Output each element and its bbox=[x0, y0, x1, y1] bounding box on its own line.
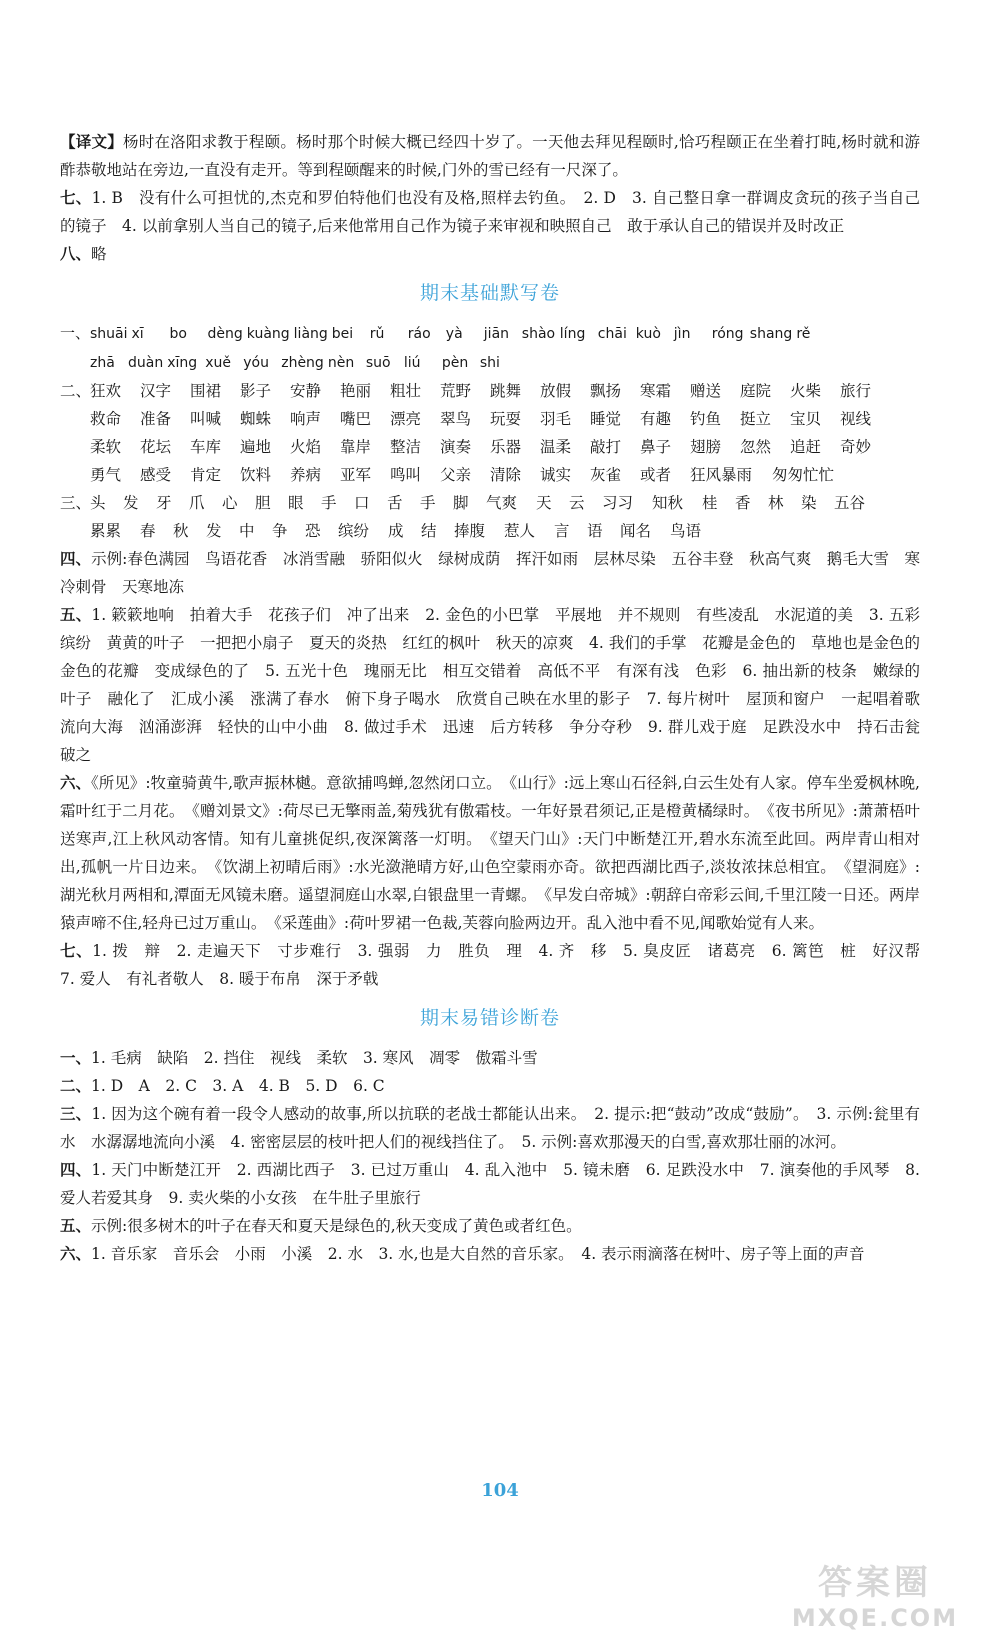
word-item: 围裙 bbox=[190, 382, 222, 400]
char-item: 春 bbox=[140, 522, 156, 540]
char-item: 知秋 bbox=[652, 494, 684, 512]
word-item: 挺立 bbox=[740, 410, 772, 428]
word-item: 火柴 bbox=[790, 382, 822, 400]
answer-paragraph: 四、1. 天门中断楚江开 2. 西湖比西子 3. 已过万重山 4. 乱入池中 5. 镜未磨 6. 足跌没水中 7. 演奏他的手风琴 8. 爱人若爱其身 9. 卖火柴的小女孩 在牛肚子里旅行 bbox=[60, 1160, 920, 1207]
top-block bbox=[60, 128, 920, 268]
char-item: 累累 bbox=[90, 522, 122, 540]
word-item: 赠送 bbox=[690, 382, 722, 400]
char-item: 脚 bbox=[453, 494, 469, 512]
char-item: 胆 bbox=[255, 494, 271, 512]
pinyin-item: shào bbox=[521, 326, 556, 342]
pinyin-item: suō bbox=[365, 355, 391, 371]
word-item: 漂亮 bbox=[390, 410, 422, 428]
word-item: 车库 bbox=[190, 438, 222, 456]
word-item: 乐器 bbox=[490, 438, 522, 456]
page-number: 104 bbox=[481, 1480, 519, 1501]
word-item: 艳丽 bbox=[340, 382, 372, 400]
pinyin-item: shi bbox=[479, 355, 500, 371]
word-item: 灰雀 bbox=[590, 466, 622, 484]
answer-paragraph: 一、1. 毛病 缺陷 2. 挡住 视线 柔软 3. 寒风 凋零 傲霜斗雪 bbox=[60, 1048, 538, 1067]
word-item: 火焰 bbox=[290, 438, 322, 456]
word-item: 翅膀 bbox=[690, 438, 722, 456]
pinyin-item: shuāi bbox=[90, 326, 128, 342]
word-item: 有趣 bbox=[640, 410, 672, 428]
word-item: 亚军 bbox=[340, 466, 372, 484]
pinyin-item: xuě bbox=[205, 355, 231, 371]
char-item: 染 bbox=[801, 494, 817, 512]
answer-paragraph: 八、略 bbox=[60, 244, 107, 263]
char-item: 桂 bbox=[702, 494, 718, 512]
word-item: 整洁 bbox=[390, 438, 422, 456]
pinyin-item: rě bbox=[796, 326, 811, 342]
word-item: 勇气 bbox=[90, 466, 122, 484]
word-item: 睡觉 bbox=[590, 410, 622, 428]
pinyin-item: pèn bbox=[441, 355, 469, 371]
char-item: 语 bbox=[587, 522, 603, 540]
char-item: 五谷 bbox=[834, 494, 866, 512]
word-item: 飘扬 bbox=[590, 382, 622, 400]
word-item: 鸣叫 bbox=[390, 466, 422, 484]
pinyin-item: nèn bbox=[327, 355, 355, 371]
pinyin-item: líng bbox=[559, 326, 586, 342]
word-item: 汉字 bbox=[140, 382, 172, 400]
pinyin-item: rǔ bbox=[369, 326, 385, 342]
word-item: 匆匆忙忙 bbox=[772, 466, 835, 484]
char-item: 鸟语 bbox=[670, 522, 702, 540]
char-item: 习习 bbox=[602, 494, 634, 512]
word-item: 叫喊 bbox=[190, 410, 222, 428]
word-answers: 二、 狂欢 汉字 围裙 影子 安静 艳丽 粗壮 荒野 跳舞 放假 飘扬 寒霜 赠送 庭院 火柴 旅行救命 准备 叫喊 蜘蛛 响声 嘴巴 漂亮 翠鸟 玩耍 羽毛 睡觉 有趣 钓鱼 挺立 宝贝 视线柔软 花坛 车库 遍地 火焰 靠岸 整洁 演奏 乐器 温柔 敲打 鼻子 翅膀 忽然 追赶 奇妙勇气 感受 肯定 饮料 养病 亚军 鸣叫 父亲 清除 诚实 灰雀 或者 狂风暴雨 匆匆忙忙 bbox=[60, 377, 920, 489]
word-item: 柔软 bbox=[90, 438, 122, 456]
word-item: 肯定 bbox=[190, 466, 222, 484]
char-item: 气爽 bbox=[486, 494, 518, 512]
answer-paragraph: 七、1. 拨 辩 2. 走遍天下 寸步难行 3. 强弱 力 胜负 理 4. 齐 移 5. 臭皮匠 诸葛亮 6. 篱笆 桩 好汉帮 7. 爱人 有礼者敬人 8. 暖于布帛 深于矛戟 bbox=[60, 941, 936, 988]
char-item: 中 bbox=[239, 522, 255, 540]
word-item: 花坛 bbox=[140, 438, 172, 456]
word-item: 视线 bbox=[840, 410, 872, 428]
char-item: 口 bbox=[354, 494, 370, 512]
word-item: 靠岸 bbox=[340, 438, 372, 456]
word-item: 庭院 bbox=[740, 382, 772, 400]
word-item: 旅行 bbox=[840, 382, 872, 400]
word-item: 遍地 bbox=[240, 438, 272, 456]
answer-paragraph: 二、1. D A 2. C 3. A 4. B 5. D 6. C bbox=[60, 1076, 385, 1095]
answer-paragraph: 四、示例:春色满园 鸟语花香 冰消雪融 骄阳似火 绿树成荫 挥汗如雨 层林尽染 五谷丰登 秋高气爽 鹅毛大雪 寒冷刺骨 天寒地冻 bbox=[60, 549, 920, 596]
char-item: 舌 bbox=[387, 494, 403, 512]
watermark-logo bbox=[780, 1555, 970, 1635]
char-item: 惹人 bbox=[504, 522, 536, 540]
word-item: 清除 bbox=[490, 466, 522, 484]
char-item: 手 bbox=[420, 494, 436, 512]
pinyin-item: jiān bbox=[483, 326, 510, 342]
char-item: 天 bbox=[536, 494, 552, 512]
answer-page bbox=[60, 128, 936, 1268]
char-item: 发 bbox=[123, 494, 139, 512]
pinyin-item: yóu bbox=[243, 355, 269, 371]
char-item: 头 bbox=[90, 494, 106, 512]
word-item: 跳舞 bbox=[490, 382, 522, 400]
pinyin-item: zhèng bbox=[281, 355, 324, 371]
char-item: 结 bbox=[421, 522, 437, 540]
char-item: 恐 bbox=[305, 522, 321, 540]
word-item: 宝贝 bbox=[790, 410, 822, 428]
pinyin-item: shang bbox=[749, 326, 793, 342]
char-item: 手 bbox=[321, 494, 337, 512]
word-item: 狂欢 bbox=[90, 382, 122, 400]
pinyin-item: dèng bbox=[207, 326, 243, 342]
pinyin-item: zhā bbox=[90, 355, 115, 371]
watermark-url: MXQE.COM bbox=[791, 1604, 959, 1632]
answer-paragraph: 五、1. 簌簌地响 拍着大手 花孩子们 冲了出来 2. 金色的小巴掌 平展地 并不规则 有些凌乱 水泥道的美 3. 五彩缤纷 黄黄的叶子 一把把小扇子 夏天的炎热 红红的枫叶 秋天的凉爽 4. 我们的手掌 花瓣是金色的 草地也是金色的 金色的花瓣 变成绿色的了 5. 五光十色 瑰丽无比 相互交错着 高低不平 有深有浅 色彩 6. 抽出新的枝条 嫩绿的叶子 融化了 汇成小溪 涨满了春水 俯下身子喝水 欣赏自己映在水里的影子 7. 每片树叶 屋顶和窗户 一起唱着歌 流向大海 汹涌澎湃 轻快的山中小曲 8. 做过手术 迅速 后方转移 争分夺秒 9. 群儿戏于庭 足跌没水中 持石击瓮破之 bbox=[60, 605, 936, 764]
char-item: 争 bbox=[272, 522, 288, 540]
pinyin-item: chāi bbox=[597, 326, 627, 342]
char-item: 云 bbox=[569, 494, 585, 512]
char-item: 捧腹 bbox=[454, 522, 486, 540]
word-item: 饮料 bbox=[240, 466, 272, 484]
pinyin-item: róng bbox=[711, 326, 744, 342]
word-item: 狂风暴雨 bbox=[690, 466, 753, 484]
char-item: 牙 bbox=[156, 494, 172, 512]
answer-paragraph: 六、《所见》:牧童骑黄牛,歌声振林樾。意欲捕鸣蝉,忽然闭口立。 《山行》:远上寒山石径斜,白云生处有人家。停车坐爱枫林晚,霜叶红于二月花。 《赠刘景文》:荷尽已无擎雨盖,菊残犹有傲霜枝。一年好景君须记,正是橙黄橘绿时。 《夜书所见》:萧萧梧叶送寒声,江上秋风动客情。知有儿童挑促织,夜深篱落一灯明。 《望天门山》:天门中断楚江开,碧水东流至此回。两岸青山相对出,孤帆一片日边来。 《饮湖上初晴后雨》:水光潋滟晴方好,山色空蒙雨亦奇。欲把西湖比西子,淡妆浓抹总相宜。 《望洞庭》:湖光秋月两相和,潭面无风镜未磨。遥望洞庭山水翠,白银盘里一青螺。 《早发白帝城》:朝辞白帝彩云间,千里江陵一日还。两岸猿声啼不住,轻舟已过万重山。 《采莲曲》:荷叶罗裙一色裁,芙蓉向脸两边开。乱入池中看不见,闻歌始觉有人来。 bbox=[60, 773, 920, 932]
char-item: 缤纷 bbox=[338, 522, 370, 540]
char-item: 爪 bbox=[189, 494, 205, 512]
pinyin-item: bei bbox=[331, 326, 354, 342]
char-answers: 三、 头 发 牙 爪 心 胆 眼 手 口 舌 手 脚 气爽 天 云 习习 知秋 桂 香 林 染 五谷累累 春 秋 发 中 争 恐 缤纷 成 结 捧腹 惹人 言 语 闻名 鸟语 bbox=[60, 489, 920, 545]
word-item: 放假 bbox=[540, 382, 572, 400]
word-item: 翠鸟 bbox=[440, 410, 472, 428]
char-item: 闻名 bbox=[620, 522, 652, 540]
word-item: 响声 bbox=[290, 410, 322, 428]
char-item: 发 bbox=[206, 522, 222, 540]
word-item: 父亲 bbox=[440, 466, 472, 484]
word-item: 救命 bbox=[90, 410, 122, 428]
word-item: 准备 bbox=[140, 410, 172, 428]
pinyin-item: ráo bbox=[407, 326, 431, 342]
word-item: 玩耍 bbox=[490, 410, 522, 428]
pinyin-item: liú bbox=[403, 355, 421, 371]
word-item: 荒野 bbox=[440, 382, 472, 400]
word-item: 鼻子 bbox=[640, 438, 672, 456]
char-item: 秋 bbox=[173, 522, 189, 540]
word-item: 寒霜 bbox=[640, 382, 672, 400]
char-item: 成 bbox=[388, 522, 404, 540]
char-item: 林 bbox=[768, 494, 784, 512]
pinyin-item: duàn bbox=[128, 355, 164, 371]
pinyin-item: kuò bbox=[635, 326, 661, 342]
section-title: 期末基础默写卷 bbox=[419, 282, 560, 304]
word-item: 养病 bbox=[290, 466, 322, 484]
word-item: 或者 bbox=[640, 466, 672, 484]
word-item: 影子 bbox=[240, 382, 272, 400]
pinyin-item: yà bbox=[445, 326, 463, 342]
answer-paragraph: 六、1. 音乐家 音乐会 小雨 小溪 2. 水 3. 水,也是大自然的音乐家。 4. 表示雨滴落在树叶、房子等上面的声音 bbox=[60, 1244, 865, 1263]
pinyin-item: xī bbox=[131, 326, 144, 342]
word-item: 嘴巴 bbox=[340, 410, 372, 428]
pinyin-item: xīng bbox=[167, 355, 198, 371]
word-item: 奇妙 bbox=[840, 438, 872, 456]
word-item: 羽毛 bbox=[540, 410, 572, 428]
pinyin-row bbox=[60, 348, 920, 377]
answer-paragraph: 三、1. 因为这个碗有着一段令人感动的故事,所以抗联的老战士都能认出来。 2. 提示:把“鼓动”改成“鼓励”。 3. 示例:瓮里有水 水潺潺地流向小溪 4. 密密层层的枝叶把人们的视线挡住了。 5. 示例:喜欢那漫天的白雪,喜欢那壮丽的冰河。 bbox=[60, 1104, 920, 1151]
word-item: 追赶 bbox=[790, 438, 822, 456]
char-item: 香 bbox=[735, 494, 751, 512]
word-item: 感受 bbox=[140, 466, 172, 484]
word-item: 敲打 bbox=[590, 438, 622, 456]
word-item: 钓鱼 bbox=[690, 410, 722, 428]
word-item: 蜘蛛 bbox=[240, 410, 272, 428]
answer-paragraph: 七、1. B 没有什么可担忧的,杰克和罗伯特他们也没有及格,照样去钓鱼。 2. D 3. 自己整日拿一群调皮贪玩的孩子当自己的镜子 4. 以前拿别人当自己的镜子,后来他常用自己作为镜子来审视和映照自己 敢于承认自己的错误并及时改正 bbox=[60, 188, 920, 235]
word-item: 忽然 bbox=[740, 438, 772, 456]
pinyin-item: liàng bbox=[293, 326, 328, 342]
word-item: 安静 bbox=[290, 382, 322, 400]
char-item: 言 bbox=[554, 522, 570, 540]
watermark-text: 答案圈 bbox=[818, 1563, 932, 1603]
word-item: 温柔 bbox=[540, 438, 572, 456]
word-item: 诚实 bbox=[540, 466, 572, 484]
char-item: 心 bbox=[222, 494, 238, 512]
section-title: 期末易错诊断卷 bbox=[419, 1007, 560, 1029]
pinyin-item: kuàng bbox=[246, 326, 290, 342]
answer-paragraph: 五、示例:很多树木的叶子在春天和夏天是绿色的,秋天变成了黄色或者红色。 bbox=[60, 1216, 582, 1235]
char-item: 眼 bbox=[288, 494, 304, 512]
answer-paragraph: 【译文】杨时在洛阳求教于程颐。杨时那个时候大概已经四十岁了。一天他去拜见程颐时,恰巧程颐正在坐着打盹,杨时就和游酢恭敬地站在旁边,一直没有走开。等到程颐醒来的时候,门外的雪已经有一尺深了。 bbox=[60, 132, 920, 179]
word-item: 演奏 bbox=[440, 438, 472, 456]
word-item: 粗壮 bbox=[390, 382, 422, 400]
pinyin-item: jìn bbox=[673, 326, 691, 342]
pinyin-answers bbox=[60, 319, 920, 377]
pinyin-item: bo bbox=[169, 326, 187, 342]
pinyin-row: 一、 shuāi xī bo dèng kuàng liàng bei rǔ ráo yà jiān shào líng chāi kuò jìn róng shang rě bbox=[60, 319, 920, 348]
